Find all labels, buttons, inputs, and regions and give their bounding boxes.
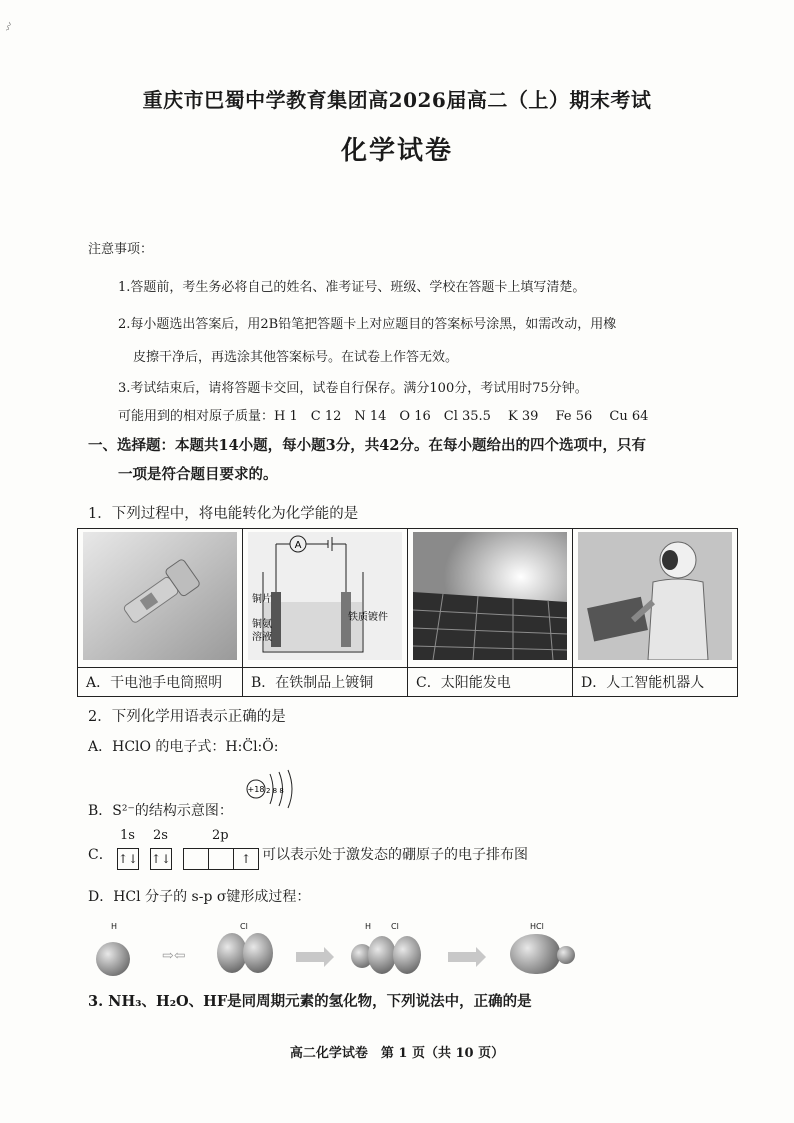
orbital-label-2s: 2s <box>153 828 168 843</box>
page-footer: 高二化学试卷 第 1 页（共 10 页） <box>289 1046 505 1061</box>
cl-p-orbital-right-icon <box>243 933 273 973</box>
solar-panel-icon <box>413 532 567 660</box>
orbital-label-cl2: Cl <box>391 922 399 931</box>
iron-label: 铁质镀件 <box>348 612 388 623</box>
solution-label-2: 溶液 <box>252 632 272 643</box>
orbital-2p <box>183 848 259 870</box>
notice-item-2: 2.每小题选出答案后，用2B铅笔把答题卡上对应题目的答案标号涂黑，如需改动，用橡 <box>118 317 617 332</box>
option-a-image <box>78 529 243 668</box>
exam-subtitle: 化学试卷 <box>340 136 453 166</box>
question-3-stem: 3. NH₃、H₂O、HF是同周期元素的氢化物，下列说法中，正确的是 <box>88 993 532 1010</box>
orbital-box <box>183 848 209 870</box>
orbital-box <box>209 848 234 870</box>
question-2-option-c-text: 可以表示处于激发态的硼原子的电子排布图 <box>262 847 528 863</box>
copper-label: 铜片 <box>252 594 272 605</box>
arrow-right-icon <box>296 952 324 962</box>
section-1-instructions: 一、选择题：本题共14小题，每小题3分，共42分。在每小题给出的四个选项中，只有 <box>88 437 646 454</box>
hcl-sigma-bond-icon <box>510 934 560 974</box>
question-1-options-table <box>77 528 738 697</box>
ammeter-label: A <box>294 540 302 551</box>
option-b-label: B．在铁制品上镀铜 <box>243 668 408 697</box>
option-c-label: C．太阳能发电 <box>408 668 573 697</box>
sulfide-structure-diagram <box>244 766 304 812</box>
question-2-option-c-prefix: C． <box>88 847 113 863</box>
orbital-label-hcl: HCl <box>530 922 544 931</box>
cl-p-orbital-2b-icon <box>393 936 421 974</box>
flashlight-icon <box>83 532 237 660</box>
orbital-label-cl: Cl <box>240 922 248 931</box>
orbital-label-h: H <box>111 922 118 931</box>
notice-item-1: 1.答题前，考生务必将自己的姓名、准考证号、班级、学校在答题卡上填写清楚。 <box>118 280 586 295</box>
notice-item-3: 3.考试结束后，请将答题卡交回，试卷自行保存。满分100分，考试用时75分钟。 <box>118 381 588 396</box>
robot-icon <box>578 532 732 660</box>
orbital-box: ↑ <box>234 848 259 870</box>
cl-p-orbital-2a-icon <box>368 936 396 974</box>
notice-heading: 注意事项： <box>88 242 154 257</box>
atomic-masses: 可能用到的相对原子质量：H 1 C 12 N 14 O 16 Cl 35.5 K 39 Fe 56 Cu 64 <box>118 409 649 424</box>
question-2-option-a: A．HClO 的电子式：H:C̈l:Ö: <box>88 739 279 755</box>
solution-label-1: 铜氨 <box>252 619 272 630</box>
shell-electrons: 2 8 8 <box>266 787 284 795</box>
option-c-image <box>408 529 573 668</box>
arrow-right-icon <box>448 952 476 962</box>
hcl-h-lobe-icon <box>557 946 575 964</box>
orbital-label-2p: 2p <box>212 828 229 843</box>
exam-title: 重庆市巴蜀中学教育集团高2026届高二（上）期末考试 <box>142 88 652 112</box>
question-2-stem: 2．下列化学用语表示正确的是 <box>88 709 286 725</box>
electroplating-diagram-icon <box>248 532 402 660</box>
option-d-label: D．人工智能机器人 <box>573 668 738 697</box>
orbital-label-1s: 1s <box>120 828 135 843</box>
question-2-option-b: B．S²⁻的结构示意图： <box>88 803 233 819</box>
section-1-instructions-cont: 一项是符合题目要求的。 <box>118 466 278 483</box>
orbital-box: ↑↓ <box>117 848 139 870</box>
orbital-box: ↑↓ <box>150 848 172 870</box>
orbital-label-h2: H <box>365 922 372 931</box>
h-s-orbital-icon <box>96 942 130 976</box>
notice-item-2-cont: 皮擦干净后，再选涂其他答案标号。在试卷上作答无效。 <box>133 350 459 365</box>
question-2-option-d: D．HCl 分子的 s-p σ键形成过程： <box>88 889 311 905</box>
option-d-image <box>573 529 738 668</box>
orbital-1s <box>117 848 139 870</box>
margin-scribble: 〰 <box>3 21 17 33</box>
option-b-image <box>243 529 408 668</box>
orbital-2s <box>150 848 172 870</box>
nucleus-charge: +18 <box>247 785 265 794</box>
approach-arrows-icon: ⇨⇦ <box>162 948 186 964</box>
question-1-stem: 1．下列过程中，将电能转化为化学能的是 <box>88 506 359 522</box>
option-a-label: A．干电池手电筒照明 <box>78 668 243 697</box>
